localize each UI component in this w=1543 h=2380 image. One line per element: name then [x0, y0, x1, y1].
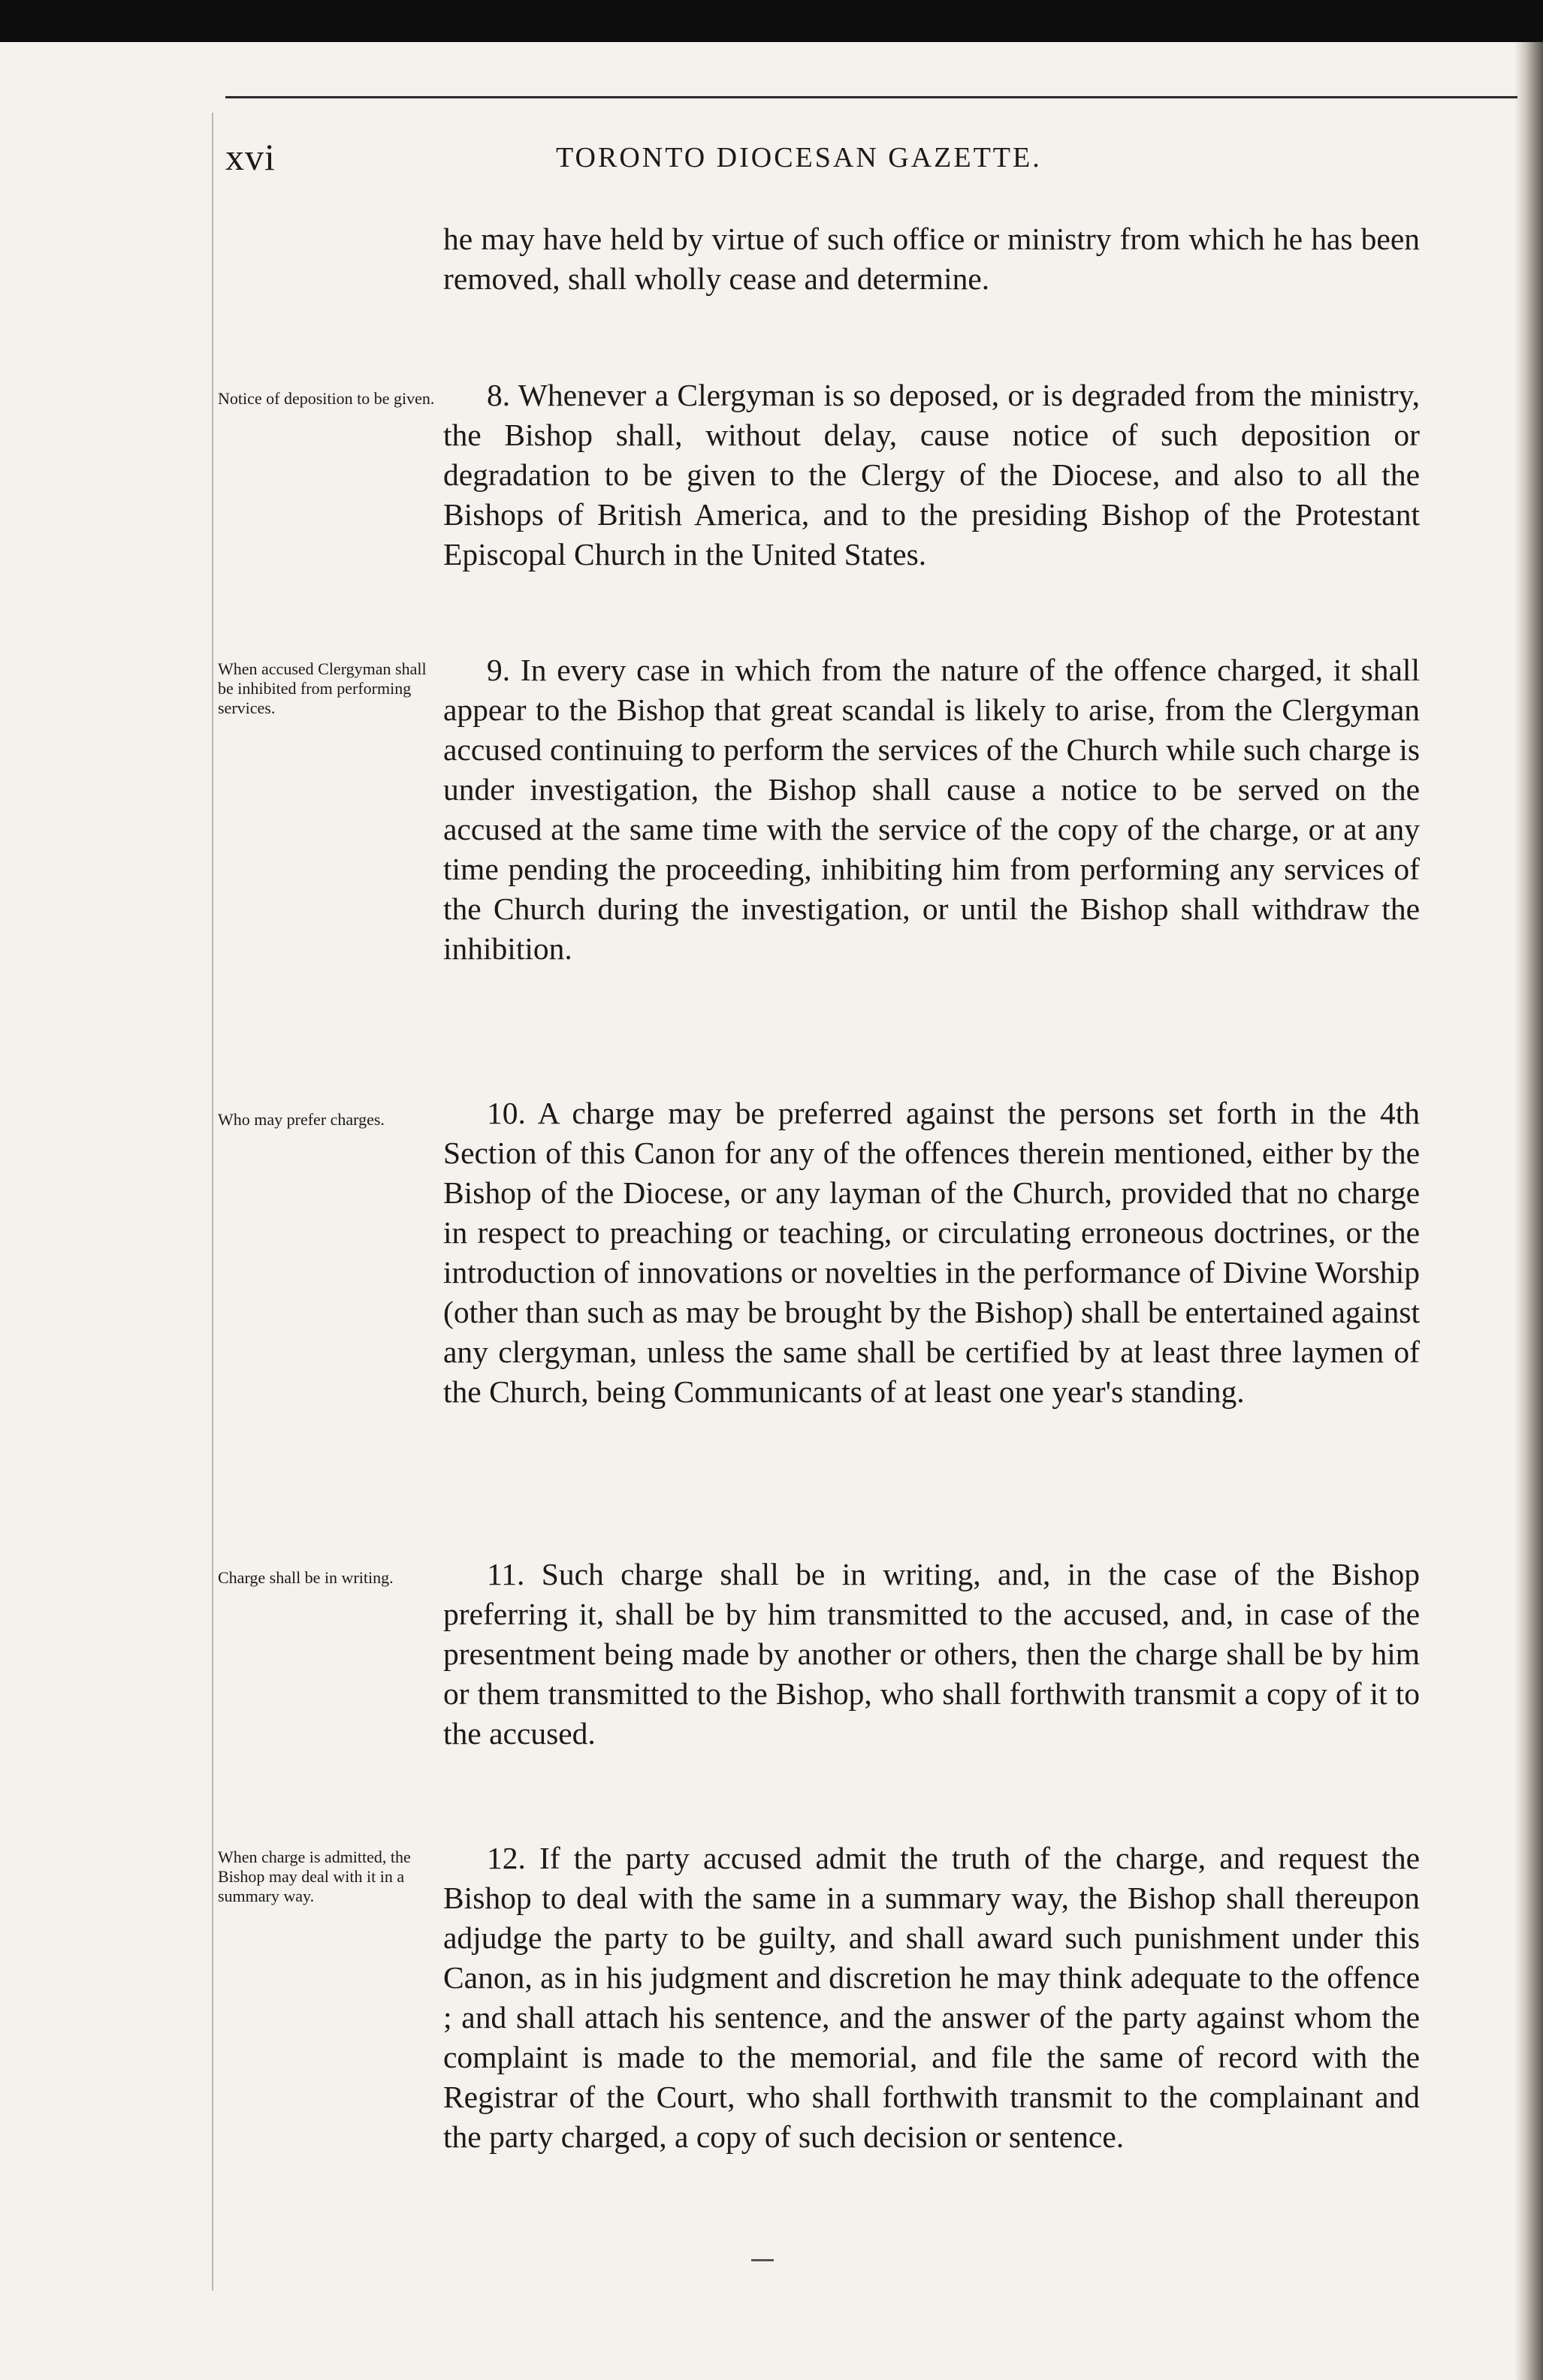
margin-note-notice: Notice of deposition to be given.: [218, 389, 435, 408]
scan-top-band: [0, 0, 1543, 42]
paragraph-11: 11. Such charge shall be in writing, and, in the case of the Bishop preferring it, shall be by him transmitted to the accused, and, in case of the presentment being made by another or others, then the charge shall be by him or them transmitted to the Bishop, who shall forthwith transmit a copy of it to the accused.: [443, 1557, 1420, 1751]
page-header: [225, 135, 1420, 188]
scan-right-edge: [1514, 42, 1543, 2380]
paragraph-continuation: he may have held by virtue of such office or ministry from which he has been removed, shall wholly cease and determine.: [443, 222, 1420, 296]
running-title: TORONTO DIOCESAN GAZETTE.: [556, 142, 1042, 173]
margin-note-inhibited: When accused Clergyman shall be inhibited from performing services.: [218, 659, 427, 717]
margin-line: [212, 113, 213, 2291]
paragraph-12: 12. If the party accused admit the truth of the charge, and request the Bishop to deal with the same in a summary way, the Bishop shall thereupon adjudge the party to be guilty, and shall award such punishment under this Canon, as in his judgment and discretion he may think adequate to the offence ; and shall attach his sentence, and the answer of the party against whom the complaint is made to the memorial, and file the same of record with the Registrar of the Court, who shall forthwith transmit to the complainant and the party charged, a copy of such decision or sentence.: [443, 1841, 1420, 2154]
paragraph-10: 10. A charge may be preferred against the persons set forth in the 4th Section of this Canon for any of the offences therein mentioned, either by the Bishop of the Diocese, or any layman of the Church, provided that no charge in respect to preaching or teaching, or circulating erroneous doctrines, or the introduction of innovations or novelties in the performance of Divine Worship (other than such as may be brought by the Bishop) shall be entertained against any clergyman, unless the same shall be certified by at least three laymen of the Church, being Communicants of at least one year's standing.: [443, 1096, 1420, 1409]
paragraph-9: 9. In every case in which from the nature of the offence charged, it shall appear to the Bishop that great scandal is likely to arise, from the Clergyman accused continuing to perform the services of the Church while such charge is under investigation, the Bishop shall cause a notice to be served on the accused at the same time with the service of the copy of the charge, or at any time pending the proceeding, inhibiting him from performing any services of the Church during the investigation, or until the Bishop shall withdraw the inhibition.: [443, 653, 1420, 966]
page-number: xvi: [225, 136, 276, 178]
footer-dash: [751, 2259, 774, 2261]
margin-note-in-writing: Charge shall be in writing.: [218, 1568, 394, 1587]
paragraph-8: 8. Whenever a Clergyman is so deposed, or is degraded from the ministry, the Bishop shall, without delay, cause notice of such deposition or degradation to be given to the Clergy of the Diocese, and also to all the Bishops of British America, and to the presiding Bishop of the Protestant Episcopal Church in the United States.: [443, 378, 1420, 572]
top-rule: [225, 96, 1517, 98]
margin-note-summary-way: When charge is admitted, the Bishop may deal with it in a summary way.: [218, 1848, 411, 1905]
margin-note-prefer-charges: Who may prefer charges.: [218, 1110, 385, 1129]
